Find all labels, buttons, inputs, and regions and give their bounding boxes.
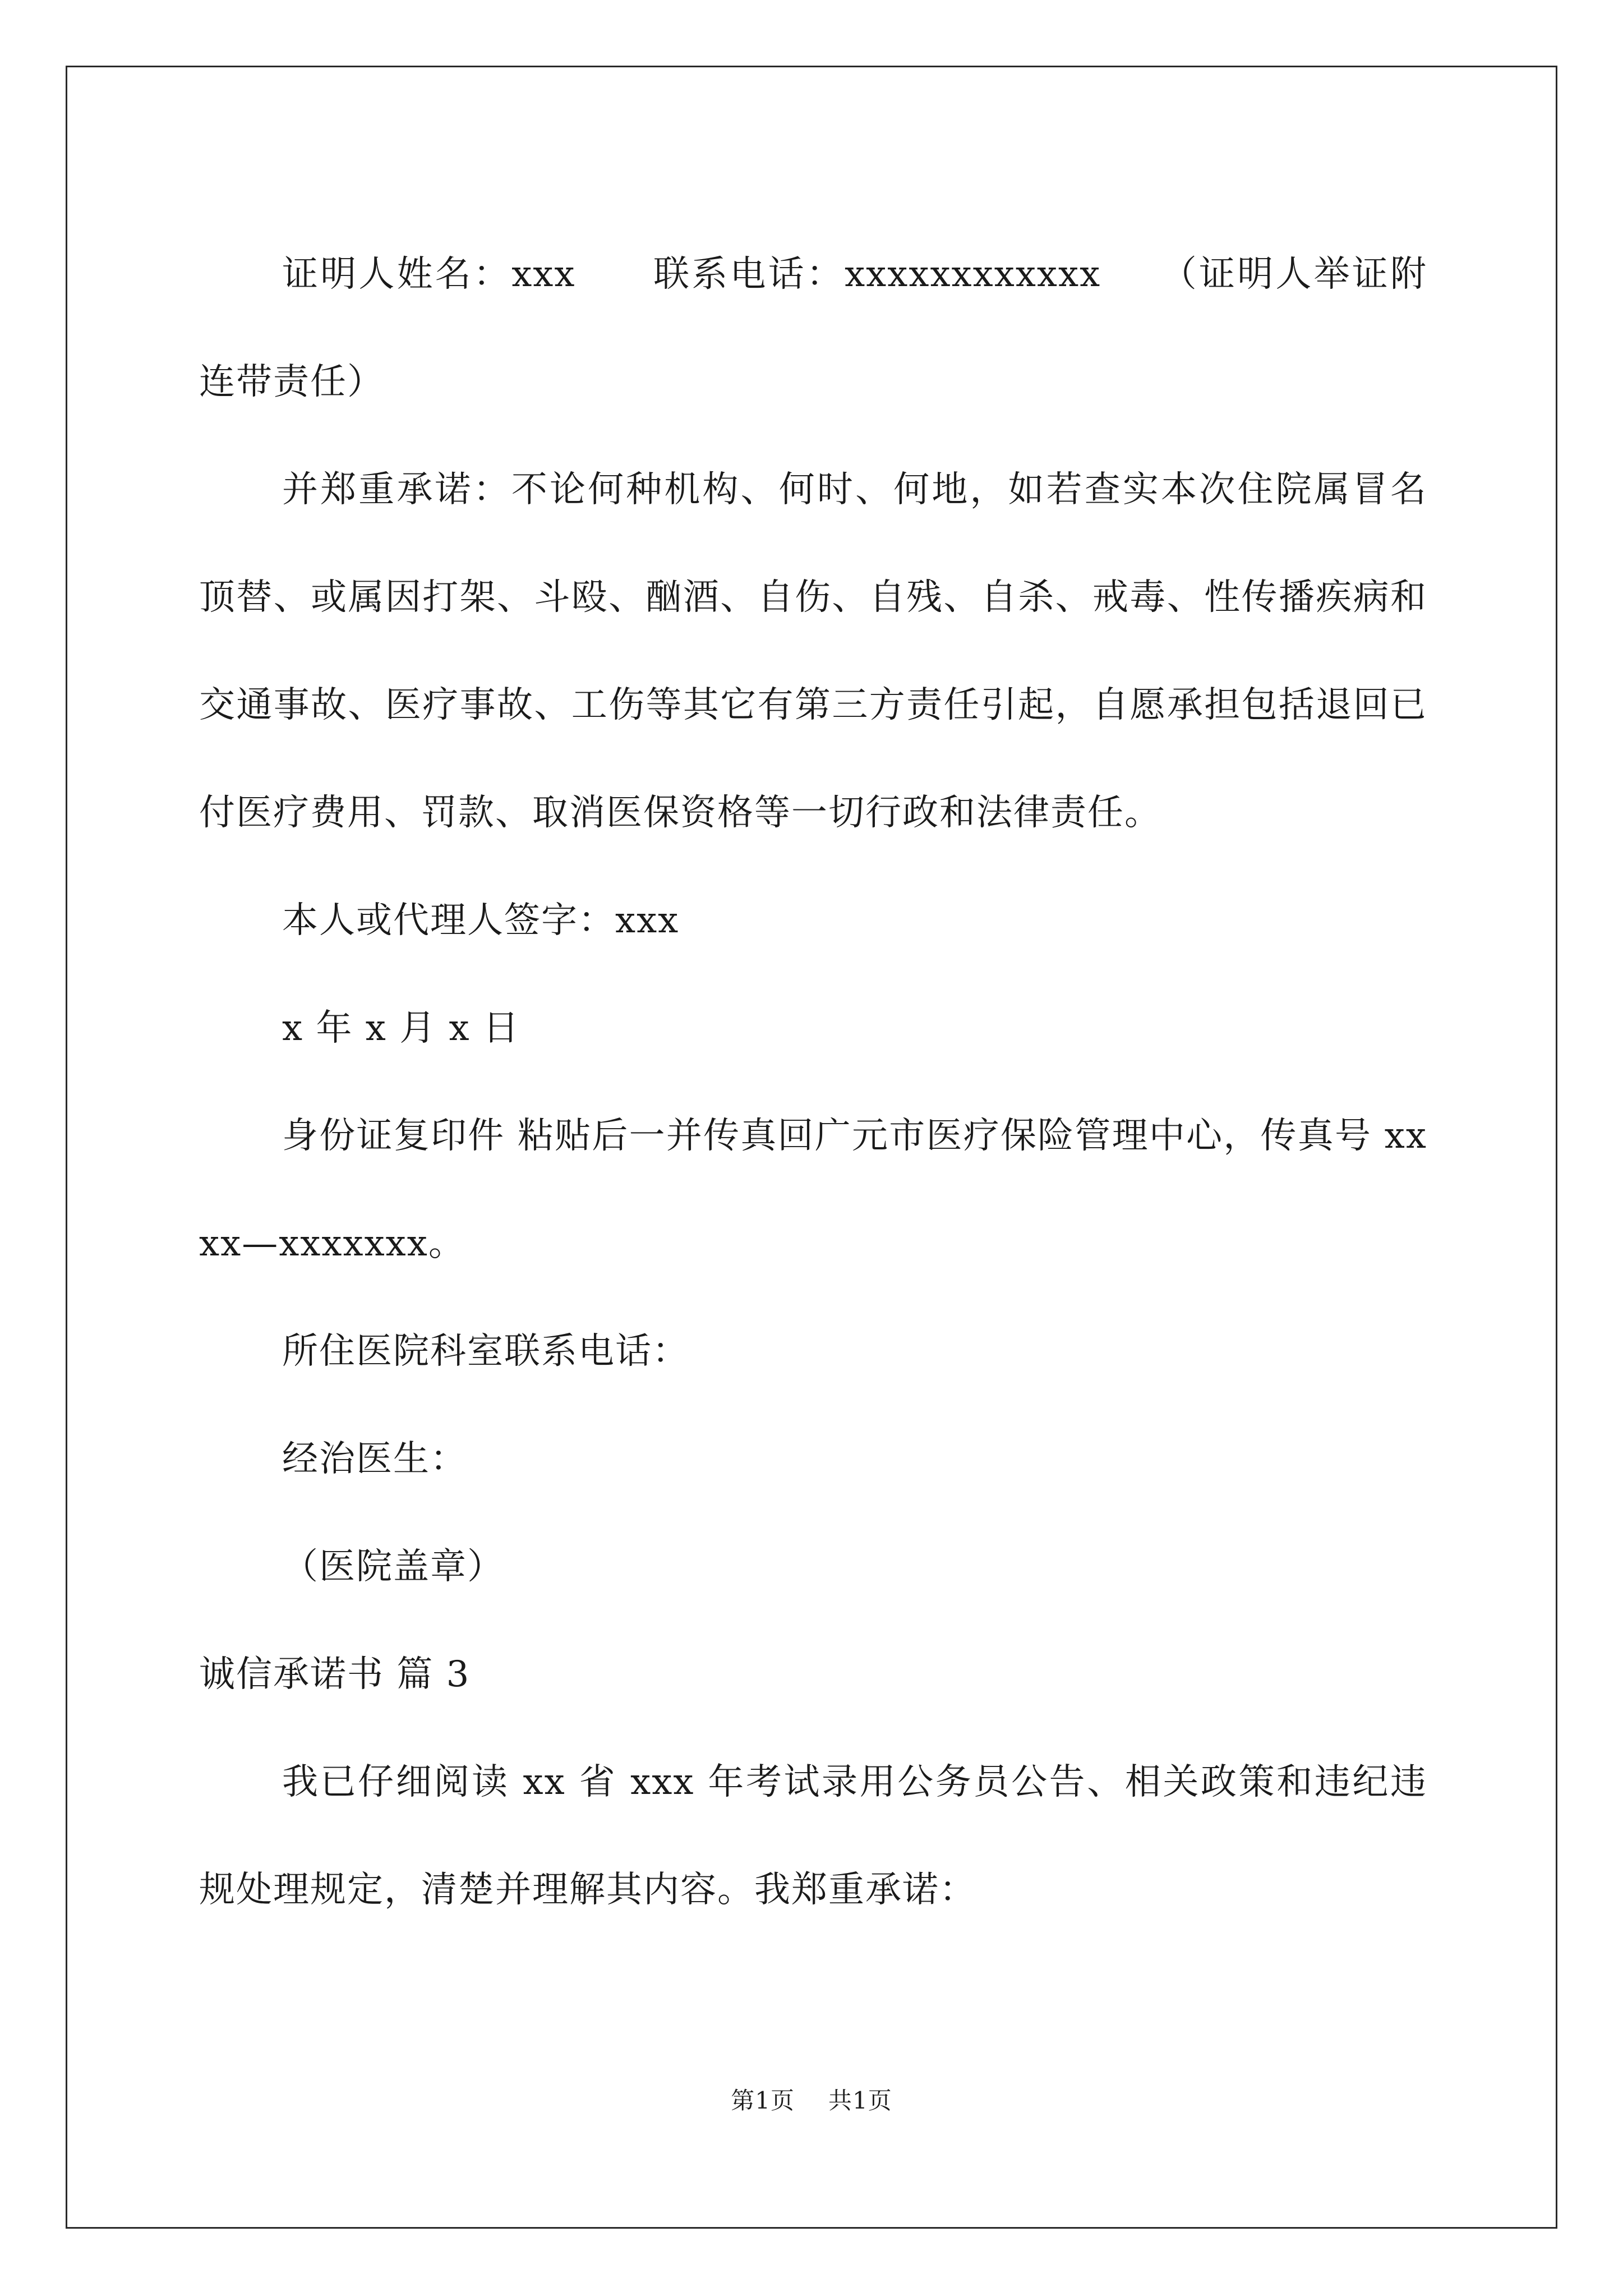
promise-paragraph: 并郑重承诺：不论何种机构、何时、何地，如若查实本次住院属冒名顶替、或属因打架、斗殴、酗酒、自伤、自残、自杀、戒毒、性传播疾病和交通事故、医疗事故、工伤等其它有第三方责任引起，自愿承担包括退回已付医疗费用、罚款、取消医保资格等一切行政和法律责任。 — [199, 469, 1427, 834]
section-title: 诚信承诺书 篇 3 — [199, 1654, 471, 1695]
id-copy-paragraph: 身份证复印件 粘贴后一并传真回广元市医疗保险管理中心，传真号 xxxx—xxxxxxx。 — [199, 1115, 1427, 1264]
doctor-line: 经治医生： — [282, 1438, 467, 1480]
dept-phone-line: 所住医院科室联系电话： — [282, 1331, 689, 1372]
page-total: 共1页 — [828, 2087, 892, 2114]
date-line: x 年 x 月 x 日 — [282, 1007, 520, 1049]
witness-info-paragraph: 证明人姓名：xxx 联系电话：xxxxxxxxxxxx （证明人举证附连带责任） — [199, 254, 1427, 403]
signature-line: 本人或代理人签字：xxx — [282, 900, 680, 941]
hospital-seal-line: （医院盖章） — [282, 1546, 504, 1588]
page-current: 第1页 — [731, 2087, 795, 2114]
page-footer — [0, 2082, 1623, 2116]
document-body — [199, 220, 1427, 1944]
exam-read-paragraph: 我已仔细阅读 xx 省 xxx 年考试录用公务员公告、相关政策和违纪违规处理规定，清楚并理解其内容。我郑重承诺： — [199, 1761, 1427, 1911]
